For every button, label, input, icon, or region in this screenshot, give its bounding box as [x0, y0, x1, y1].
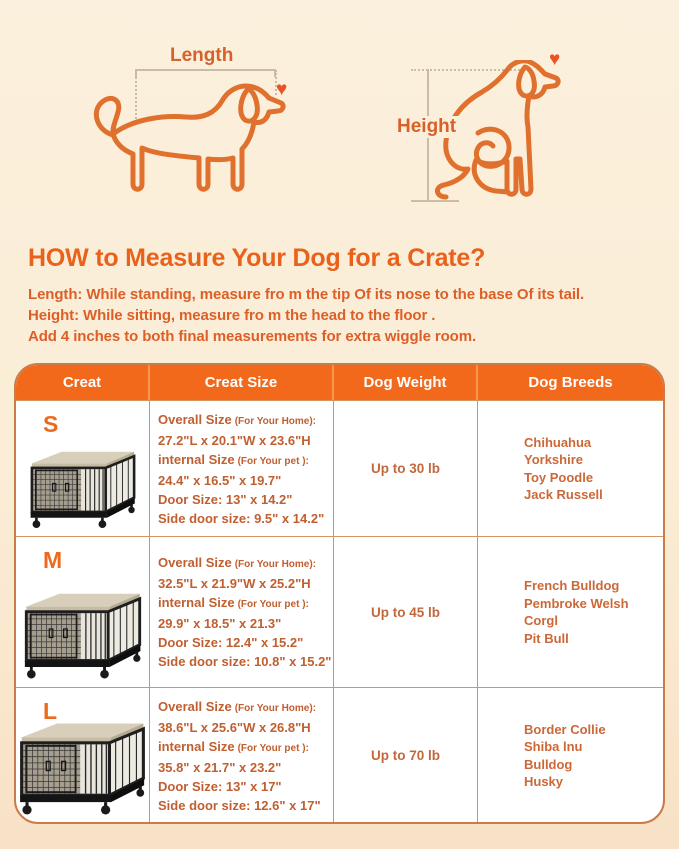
instruction-line: Height: While sitting, measure fro m the head to the floor . [28, 307, 436, 324]
overall-size-value: 27.2"L x 20.1"W x 23.6"H [158, 432, 311, 448]
breed-item: Pit Bull [524, 630, 569, 646]
breed-item: Corgl [524, 613, 558, 628]
table-row-medium [16, 537, 663, 688]
crate-cell-medium [16, 537, 150, 687]
size-cell-large [150, 688, 334, 824]
weight-cell-large: Up to 70 lb [334, 688, 478, 824]
breed-item: Shiba lnu [524, 739, 583, 755]
breed-item: Toy Poodle [524, 469, 594, 485]
door-size-value: Door Size: 13" x 17" [158, 778, 282, 794]
column-header-creat: Creat [16, 365, 150, 400]
table-header-row [16, 365, 663, 401]
side-door-size-value: Side door size: 10.8" x 15.2" [158, 654, 332, 669]
breeds-cell-medium [478, 537, 663, 687]
internal-size-line: internal Size (For Your pet ): [158, 595, 309, 610]
heart-icon: ♥ [549, 49, 561, 70]
standing-dog-illustration [88, 72, 293, 207]
crate-size-table [14, 363, 665, 824]
table-row-small [16, 401, 663, 537]
side-door-size-value: Side door size: 12.6" x 17" [158, 797, 321, 813]
breed-item: Jack Russell [524, 487, 603, 502]
breeds-cell-large [478, 688, 663, 824]
crate-photo-medium [22, 583, 144, 680]
size-label-m: M [43, 547, 63, 573]
breed-item: Chihuahua [524, 434, 592, 450]
crate-cell-small [16, 401, 150, 536]
side-door-size-value: Side door size: 9.5" x 14.2" [158, 510, 325, 526]
crate-photo-large [17, 712, 148, 816]
size-label-l: L [43, 698, 58, 724]
overall-size-value: 32.5"L x 21.9"W x 25.2"H [158, 576, 311, 591]
page-title: HOW to Measure Your Dog for a Crate? [28, 244, 486, 272]
crate-photo-small [28, 442, 138, 529]
instructions [28, 284, 584, 347]
crate-cell-large [16, 688, 150, 824]
overall-size-line: Overall Size (For Your Home): [158, 555, 317, 570]
instruction-line: Add 4 inches to both final measurements for extra wiggle room. [28, 328, 477, 345]
breed-item: Pembroke Welsh [524, 595, 629, 611]
breed-item: Border Collie [524, 721, 606, 737]
instruction-line: Length: While standing, measure fro m the tip Of its nose to the base Of its tail. [28, 286, 585, 303]
breed-item: Bulldog [524, 756, 573, 772]
breed-item: Husky [524, 774, 564, 790]
breed-item: French Bulldog [524, 578, 620, 593]
door-size-value: Door Size: 13" x 14.2" [158, 491, 293, 507]
size-label-s: S [43, 411, 59, 437]
size-cell-small [150, 401, 334, 536]
internal-size-value: 24.4" x 16.5" x 19.7" [158, 472, 282, 488]
table-row-large [16, 688, 663, 824]
weight-cell-small: Up to 30 lb [334, 401, 478, 536]
heart-icon: ♥ [276, 79, 288, 100]
length-label: Length [170, 45, 234, 66]
column-header-dog-weight: Dog Weight [334, 365, 478, 400]
overall-size-line: Overall Size (For Your Home): [158, 698, 317, 714]
internal-size-value: 35.8" x 21.7" x 23.2" [158, 759, 282, 775]
weight-cell-medium: Up to 45 lb [334, 537, 478, 687]
overall-size-value: 38.6"L x 25.6"W x 26.8"H [158, 719, 311, 735]
breeds-cell-small [478, 401, 663, 536]
overall-size-line: Overall Size (For Your Home): [158, 411, 317, 427]
column-header-dog-breeds: Dog Breeds [528, 374, 613, 391]
internal-size-line: internal Size (For Your pet ): [158, 451, 309, 467]
door-size-value: Door Size: 12.4" x 15.2" [158, 635, 304, 650]
column-header-creat-size: Creat Size [150, 365, 334, 400]
internal-size-line: internal Size (For Your pet ): [158, 738, 309, 754]
internal-size-value: 29.9" x 18.5" x 21.3" [158, 616, 282, 631]
height-label: Height [394, 116, 459, 138]
breed-item: Yorkshire [524, 452, 584, 467]
length-measure-line [135, 69, 276, 71]
size-cell-medium [150, 537, 334, 687]
